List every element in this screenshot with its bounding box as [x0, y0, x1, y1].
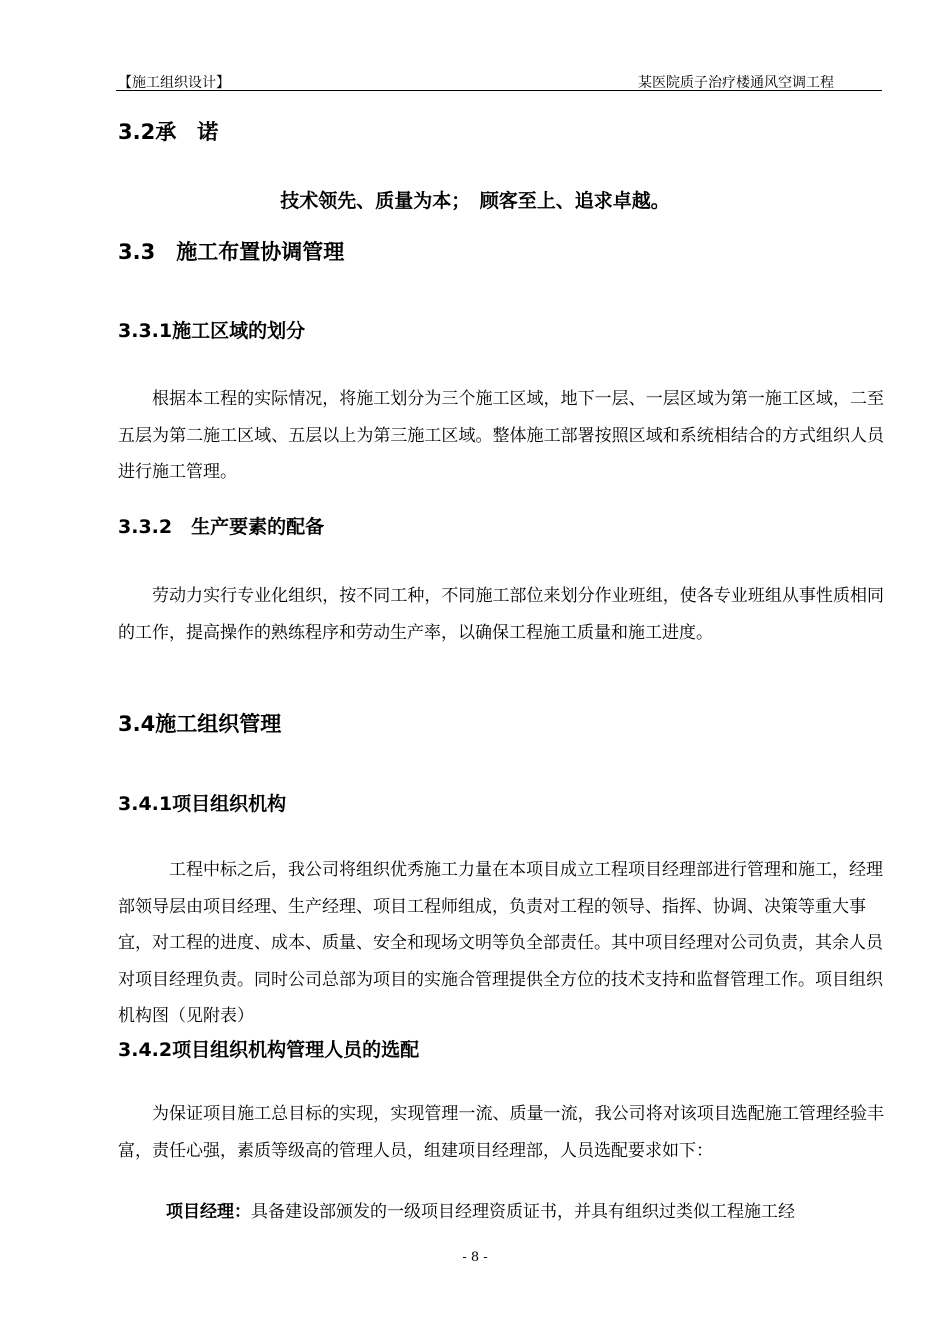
project-manager-label: 项目经理：	[166, 1202, 251, 1222]
section-3-4-2-body: 为保证项目施工总目标的实现，实现管理一流、质量一流，我公司将对该项目选配施工管理经验丰富，责任心强，素质等级高的管理人员，组建项目经理部，人员选配要求如下：	[118, 1104, 884, 1161]
section-3-2-title: 3.2承 诺	[118, 120, 219, 144]
section-3-4-1-body: 工程中标之后，我公司将组织优秀施工力量在本项目成立工程项目经理部进行管理和施工，经理部领导层由项目经理、生产经理、项目工程师组成，负责对工程的领导、指挥、协调、决策等重大事宜，对工程的进度、成本、质量、安全和现场文明等负全部责任。其中项目经理对公司负责，其余人员对项目经理负责。同时公司总部为项目的实施合管理提供全方位的技术支持和监督管理工作。项目组织机构图（见附表）	[118, 860, 883, 1026]
section-3-4-2-title: 3.4.2项目组织机构管理人员的选配	[118, 1039, 420, 1061]
project-manager-text: 具备建设部颁发的一级项目经理资质证书，并具有组织过类似工程施工经	[251, 1202, 795, 1222]
header-rule	[116, 90, 882, 91]
section-3-4-title: 3.4施工组织管理	[118, 712, 282, 736]
section-3-3-title: 3.3 施工布置协调管理	[118, 240, 345, 264]
motto: 技术领先、质量为本； 顾客至上、追求卓越。	[280, 190, 670, 212]
project-manager-paragraph	[118, 1194, 884, 1231]
section-3-3-1-title: 3.3.1施工区域的划分	[118, 320, 306, 342]
header-right: 某医院质子治疗楼通风空调工程	[638, 75, 834, 91]
header-left: 【施工组织设计】	[118, 75, 230, 91]
page-number: - 8 -	[462, 1250, 488, 1265]
section-3-4-1-title: 3.4.1项目组织机构	[118, 793, 287, 815]
section-3-3-1-body: 根据本工程的实际情况，将施工划分为三个施工区域，地下一层、一层区域为第一施工区域，二至五层为第二施工区域、五层以上为第三施工区域。整体施工部署按照区域和系统相结合的方式组织人员进行施工管理。	[118, 389, 884, 482]
section-3-3-2-body: 劳动力实行专业化组织，按不同工种，不同施工部位来划分作业班组，使各专业班组从事性质相同的工作，提高操作的熟练程序和劳动生产率，以确保工程施工质量和施工进度。	[118, 586, 884, 643]
section-3-3-2-title: 3.3.2 生产要素的配备	[118, 516, 325, 538]
